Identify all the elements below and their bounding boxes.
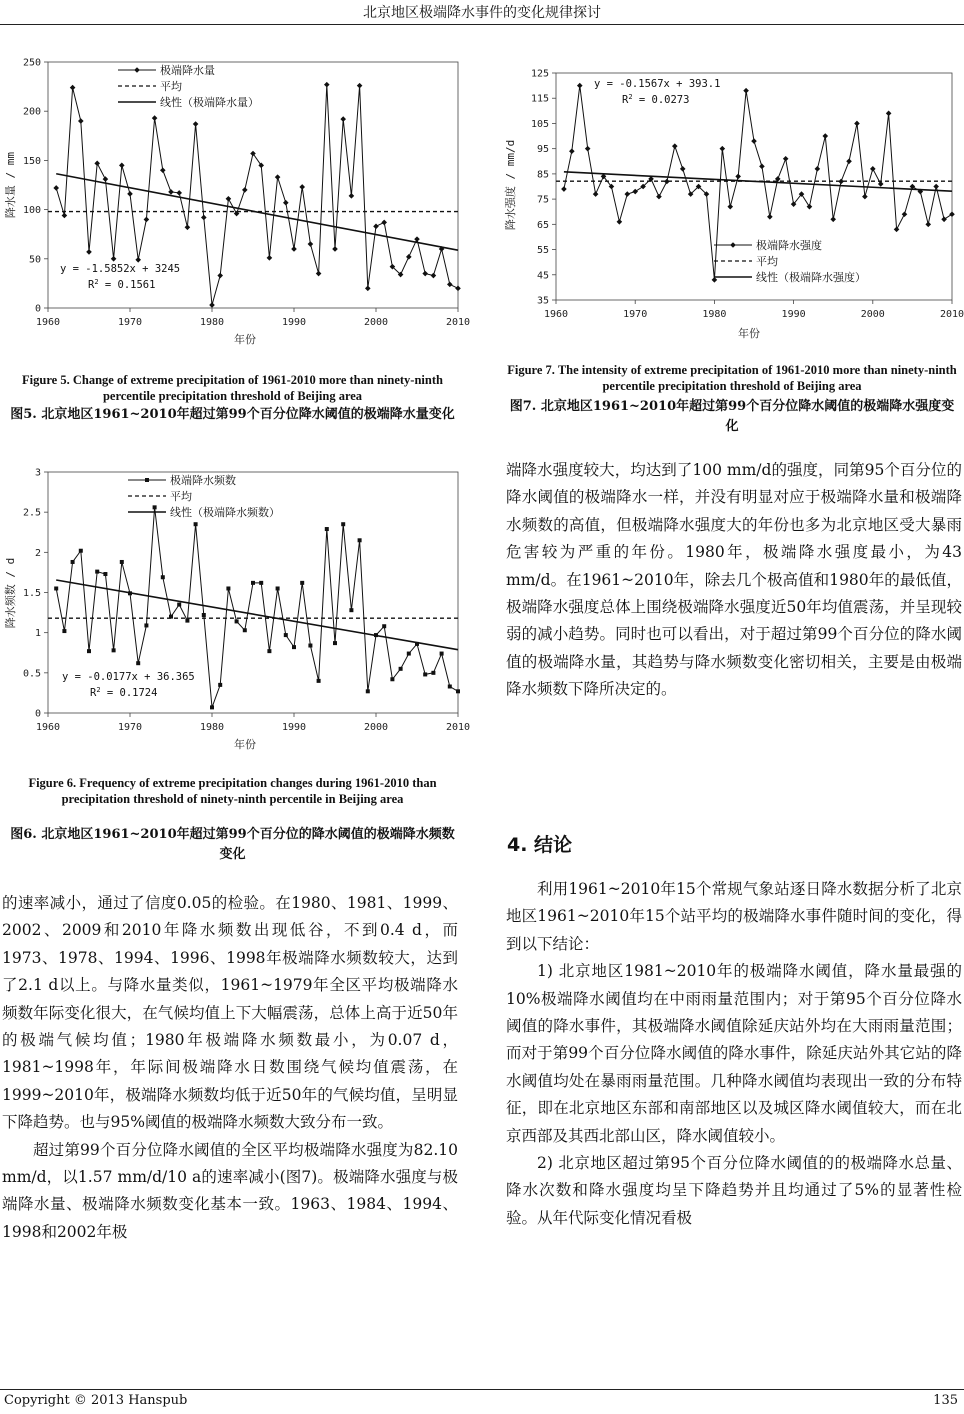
conclusion-paragraph-2: 1) 北京地区1981~2010年的极端降水阈值，降水量最强的10%极端降水阈值均在中雨雨量范围内；对于第95个百分位降水阈值的降水事件，其极端降水阈值除延庆站外均在大雨雨量范围；而对于第99个百分位降水阈值的降水事件，除延庆站外其它站的降水阈值均处在暴雨雨量范围。几种降水阈值均表现出一致的分布特征，即在北京地区东部和南部地区以及城区降水阈值较大，而在北京西部及其西北部山区，降水阈值较小。 — [506, 962, 962, 1145]
data-point — [168, 189, 174, 195]
data-point — [902, 211, 908, 217]
data-point — [720, 146, 726, 152]
data-point — [894, 227, 900, 233]
data-point — [422, 271, 428, 277]
data-point — [431, 273, 437, 279]
x-tick-label: 2000 — [363, 722, 389, 733]
data-point — [177, 603, 181, 607]
footer-page-number: 135 — [933, 1393, 958, 1408]
data-point — [267, 649, 271, 653]
data-point — [407, 652, 411, 656]
y-tick-label: 1 — [34, 628, 41, 640]
data-point — [735, 174, 741, 180]
data-point — [324, 82, 330, 88]
data-point — [276, 586, 280, 590]
legend-label: 极端降水强度 — [756, 239, 822, 252]
data-point — [743, 88, 749, 94]
y-tick-label: 35 — [536, 295, 549, 307]
data-point — [332, 246, 338, 252]
data-point — [95, 570, 99, 574]
data-point — [341, 522, 345, 526]
header-rule — [0, 24, 964, 25]
y-tick-label: 2 — [34, 547, 41, 559]
y-tick-label: 125 — [530, 68, 549, 80]
legend-label: 线性（极端降水强度） — [756, 271, 866, 284]
figure-6-chart — [0, 458, 470, 763]
y-tick-label: 0 — [34, 708, 41, 720]
data-point — [415, 642, 419, 646]
data-point — [381, 220, 387, 226]
x-axis-label: 年份 — [738, 327, 760, 340]
y-tick-label: 95 — [536, 144, 549, 156]
section-title: 4. 结论 — [507, 834, 573, 856]
data-point — [161, 575, 165, 579]
data-point — [374, 633, 378, 637]
data-point — [201, 215, 207, 221]
data-point — [283, 200, 289, 206]
data-point — [656, 194, 662, 200]
data-point — [340, 116, 346, 122]
data-point — [854, 121, 860, 127]
legend-label: 极端降水频数 — [170, 474, 236, 487]
data-point — [193, 121, 199, 127]
x-tick-label: 1970 — [117, 317, 143, 328]
footer-copyright: Copyright © 2013 Hanspub — [4, 1393, 188, 1408]
data-point — [870, 166, 876, 172]
x-tick-label: 1970 — [117, 722, 143, 733]
x-tick-label: 2000 — [363, 317, 389, 328]
data-point — [62, 629, 66, 633]
conclusion-paragraph-1: 利用1961~2010年15个常规气象站逐日降水数据分析了北京地区1961~2010年15个站平均的极端降水事件随时间的变化，得到以下结论： — [506, 880, 962, 953]
data-point — [423, 672, 427, 676]
x-tick-label: 1980 — [199, 722, 225, 733]
data-point — [949, 211, 955, 217]
x-tick-label: 1960 — [35, 317, 61, 328]
data-point — [185, 619, 189, 623]
data-point — [759, 164, 765, 170]
data-point — [448, 684, 452, 688]
data-point — [672, 143, 678, 149]
y-axis-label: 降水强度 / mm/d — [504, 139, 517, 231]
data-point — [333, 641, 337, 645]
data-point — [267, 255, 273, 261]
plot-area-frame — [556, 73, 952, 300]
data-point — [135, 257, 141, 263]
data-point — [365, 286, 371, 292]
y-axis-label: 降水量 / mm — [4, 151, 17, 219]
data-point — [299, 184, 305, 190]
data-point — [664, 179, 670, 185]
y-tick-label: 75 — [536, 194, 549, 206]
data-point — [569, 148, 575, 154]
figure-7-caption-zh: 图7. 北京地区1961~2010年超过第99个百分位降水阈值的极端降水强度变化 — [509, 399, 955, 434]
running-header: 北京地区极端降水事件的变化规律探讨 — [363, 5, 601, 21]
legend-label: 线性（极端降水量） — [160, 96, 259, 109]
data-point — [128, 591, 132, 595]
data-point — [727, 204, 733, 210]
regression-equation: y = -0.1567x + 393.1 — [594, 78, 721, 90]
data-point — [169, 615, 173, 619]
x-tick-label: 1980 — [702, 309, 727, 320]
data-point — [317, 679, 321, 683]
y-tick-label: 45 — [536, 270, 549, 282]
data-point — [136, 661, 140, 665]
data-point — [373, 224, 379, 230]
data-point — [862, 194, 868, 200]
data-point — [838, 179, 844, 185]
conclusion-text — [506, 876, 962, 1232]
data-point — [70, 85, 76, 91]
data-point — [79, 549, 83, 553]
legend-label: 线性（极端降水频数） — [170, 506, 280, 519]
y-tick-label: 0.5 — [22, 668, 41, 680]
data-point — [886, 111, 892, 117]
figure-7-caption-en: Figure 7. The intensity of extreme precipitation of 1961-2010 more than ninety-ninth percentile precipitation threshold of Beijing area — [507, 363, 957, 393]
y-tick-label: 3 — [34, 467, 41, 479]
data-point — [71, 560, 75, 564]
legend-label: 平均 — [170, 490, 192, 503]
data-point — [94, 161, 100, 167]
data-point — [390, 677, 394, 681]
data-point — [807, 204, 813, 210]
data-point — [308, 241, 314, 247]
data-point — [815, 166, 821, 172]
data-point — [878, 181, 884, 187]
data-point — [308, 644, 312, 648]
y-tick-label: 55 — [536, 245, 549, 257]
regression-equation: y = -0.0177x + 36.365 — [62, 671, 195, 683]
regression-equation: y = -1.5852x + 3245 — [60, 263, 181, 275]
y-tick-label: 105 — [530, 118, 549, 130]
x-tick-label: 2010 — [445, 722, 470, 733]
data-point — [235, 619, 239, 623]
x-tick-label: 1980 — [199, 317, 225, 328]
data-point — [194, 522, 198, 526]
y-tick-label: 65 — [536, 219, 549, 231]
data-point — [300, 581, 304, 585]
data-point — [153, 505, 157, 509]
figure-6-caption-en: Figure 6. Frequency of extreme precipitation changes during 1961-2010 than precipitation threshold of ninety-ninth percentile in Beijing area — [28, 776, 437, 806]
right-paragraph-1: 端降水强度较大，均达到了100 mm/d的强度，同第95个百分位的降水阈值的极端降水一样，并没有明显对应于极端降水量和极端降水频数的高值，但极端降水强度大的年份也多为北京地区受大暴雨危害较为严重的年份。1980年，极端降水强度最小，为43 mm/d。在1961~2010年，除去几个极高值和1980年的最低值，极端降水强度总体上围绕极端降水强度近50年均值震荡，并呈现较弱的减小趋势。同时也可以看出，对于超过第99个百分位的降水阈值的极端降水量，其趋势与降水频数变化密切相关，主要是由极端降水频数下降所决定的。 — [506, 461, 962, 699]
data-point — [680, 166, 686, 172]
data-point — [382, 624, 386, 628]
data-point — [127, 191, 133, 197]
left-column-text — [2, 890, 458, 1246]
figure-7-chart — [494, 55, 964, 355]
x-tick-label: 1990 — [281, 317, 307, 328]
figure-5-caption-zh: 图5. 北京地区1961~2010年超过第99个百分位降水阈值的极端降水量变化 — [10, 407, 455, 422]
data-point — [624, 191, 630, 197]
data-point — [242, 187, 248, 193]
data-point — [111, 256, 117, 262]
y-tick-label: 2.5 — [22, 507, 41, 519]
data-point — [767, 214, 773, 220]
data-point — [292, 645, 296, 649]
data-point — [78, 118, 84, 124]
data-point — [144, 217, 150, 223]
data-point — [185, 225, 191, 231]
footer-rule — [0, 1389, 964, 1390]
data-point — [933, 184, 939, 190]
data-point — [112, 648, 116, 652]
data-point — [275, 174, 281, 180]
data-point — [357, 83, 363, 89]
data-point — [431, 671, 435, 675]
data-point — [160, 167, 166, 173]
data-point — [822, 133, 828, 139]
conclusion-paragraph-3: 2) 北京地区超过第95个百分位降水阈值的的极端降水总量、降水次数和降水强度均呈下降趋势并且均通过了5%的显著性检验。从年代际变化情况看极 — [506, 1154, 962, 1227]
x-tick-label: 2010 — [939, 309, 964, 320]
figure-5-chart — [0, 50, 470, 355]
data-point — [103, 176, 109, 182]
data-point — [358, 538, 362, 542]
x-axis-label: 年份 — [234, 333, 256, 346]
data-point — [217, 273, 223, 279]
data-point — [291, 246, 297, 252]
data-point — [210, 705, 214, 709]
data-point — [617, 219, 623, 225]
right-column-text — [506, 457, 962, 704]
x-tick-label: 1990 — [781, 309, 806, 320]
data-point — [258, 163, 264, 169]
data-point — [226, 586, 230, 590]
data-point — [119, 163, 125, 169]
data-point — [751, 138, 757, 144]
y-tick-label: 85 — [536, 169, 549, 181]
legend-label: 极端降水量 — [160, 64, 215, 77]
data-point — [830, 216, 836, 222]
legend-marker — [145, 478, 149, 482]
data-point — [366, 689, 370, 693]
y-tick-label: 0 — [34, 303, 41, 315]
data-point — [325, 527, 329, 531]
data-point — [209, 302, 215, 308]
x-tick-label: 1960 — [35, 722, 61, 733]
data-point — [632, 189, 638, 195]
data-point — [712, 277, 718, 283]
data-point — [941, 216, 947, 222]
left-paragraph-2: 超过第99个百分位降水阈值的全区平均极端降水强度为82.10 mm/d，以1.57 mm/d/10 a的速率减小(图7)。极端降水强度与极端降水量、极端降水频数变化基本一致。1963、1984、1994、1998和2002年极 — [2, 1140, 458, 1241]
data-point — [593, 191, 599, 197]
data-point — [152, 115, 158, 121]
r-squared: $R^2 = 0.0273$ — [622, 93, 690, 106]
data-point — [783, 156, 789, 162]
data-point — [53, 185, 59, 191]
legend-marker — [134, 67, 140, 73]
data-point — [176, 190, 182, 196]
y-tick-label: 150 — [22, 155, 41, 167]
data-point — [349, 608, 353, 612]
data-point — [251, 581, 255, 585]
x-tick-label: 2000 — [860, 309, 885, 320]
data-point — [202, 613, 206, 617]
data-point — [349, 193, 355, 199]
figure-6-caption-zh: 图6. 北京地区1961~2010年超过第99个百分位的降水阈值的极端降水频数变化 — [10, 827, 455, 862]
trend-line — [56, 174, 458, 250]
data-point — [87, 649, 91, 653]
y-tick-label: 200 — [22, 106, 41, 118]
left-paragraph-1: 的速率减小，通过了信度0.05的检验。在1980、1981、1999、2002、2009和2010年降水频数出现低谷，不到0.4 d，而1973、1978、1994、1996、1998年极端降水频数较大，达到了2.1 d以上。与降水量类似，1961~1979年全区平均极端降水频数年际变化很大，在气候均值上下大幅震荡，总体上高于近50年的极端气候均值；1980年极端降水频数最小，为0.07 d，1981~1998年，年际间极端降水日数围绕气候均值震荡，在1999~2010年，极端降水频数均低于近50年的气候均值，呈明显下降趋势。也与95%阈值的极端降水频数大致分布一致。 — [2, 894, 458, 1132]
data-point — [577, 83, 583, 89]
data-point — [62, 213, 68, 219]
data-point — [925, 222, 931, 228]
x-tick-label: 1970 — [623, 309, 648, 320]
x-tick-label: 1990 — [281, 722, 307, 733]
x-tick-label: 2010 — [445, 317, 470, 328]
data-point — [144, 623, 148, 627]
data-point — [284, 633, 288, 637]
legend-label: 平均 — [160, 80, 182, 93]
data-point — [846, 158, 852, 164]
legend-marker — [730, 242, 736, 248]
y-tick-label: 1.5 — [22, 588, 41, 599]
data-point — [585, 146, 591, 152]
figure-5-caption-en: Figure 5. Change of extreme precipitation of 1961-2010 more than ninety-ninth percentile precipitation threshold of Beijing area — [22, 373, 443, 403]
data-point — [440, 652, 444, 656]
data-point — [455, 286, 461, 292]
legend-label: 平均 — [756, 255, 778, 268]
data-point — [86, 249, 92, 255]
data-point — [243, 628, 247, 632]
data-point — [406, 254, 412, 260]
data-point — [103, 572, 107, 576]
data-point — [316, 271, 322, 277]
data-point — [456, 689, 460, 693]
x-axis-label: 年份 — [234, 738, 256, 751]
data-point — [561, 186, 567, 192]
y-tick-label: 115 — [530, 93, 549, 105]
data-point — [259, 581, 263, 585]
x-tick-label: 1960 — [543, 309, 569, 320]
data-point — [226, 196, 232, 202]
r-squared: $R^2 = 0.1561$ — [88, 278, 156, 291]
data-point — [120, 560, 124, 564]
data-point — [414, 236, 420, 242]
y-tick-label: 100 — [22, 205, 41, 217]
r-squared: $R^2 = 0.1724$ — [90, 686, 158, 699]
y-axis-label: 降水频数 / d — [4, 557, 17, 629]
data-point — [218, 683, 222, 687]
y-tick-label: 250 — [22, 57, 41, 69]
y-tick-label: 50 — [28, 254, 41, 266]
data-point — [399, 667, 403, 671]
data-point — [54, 586, 58, 590]
data-point — [447, 282, 453, 288]
